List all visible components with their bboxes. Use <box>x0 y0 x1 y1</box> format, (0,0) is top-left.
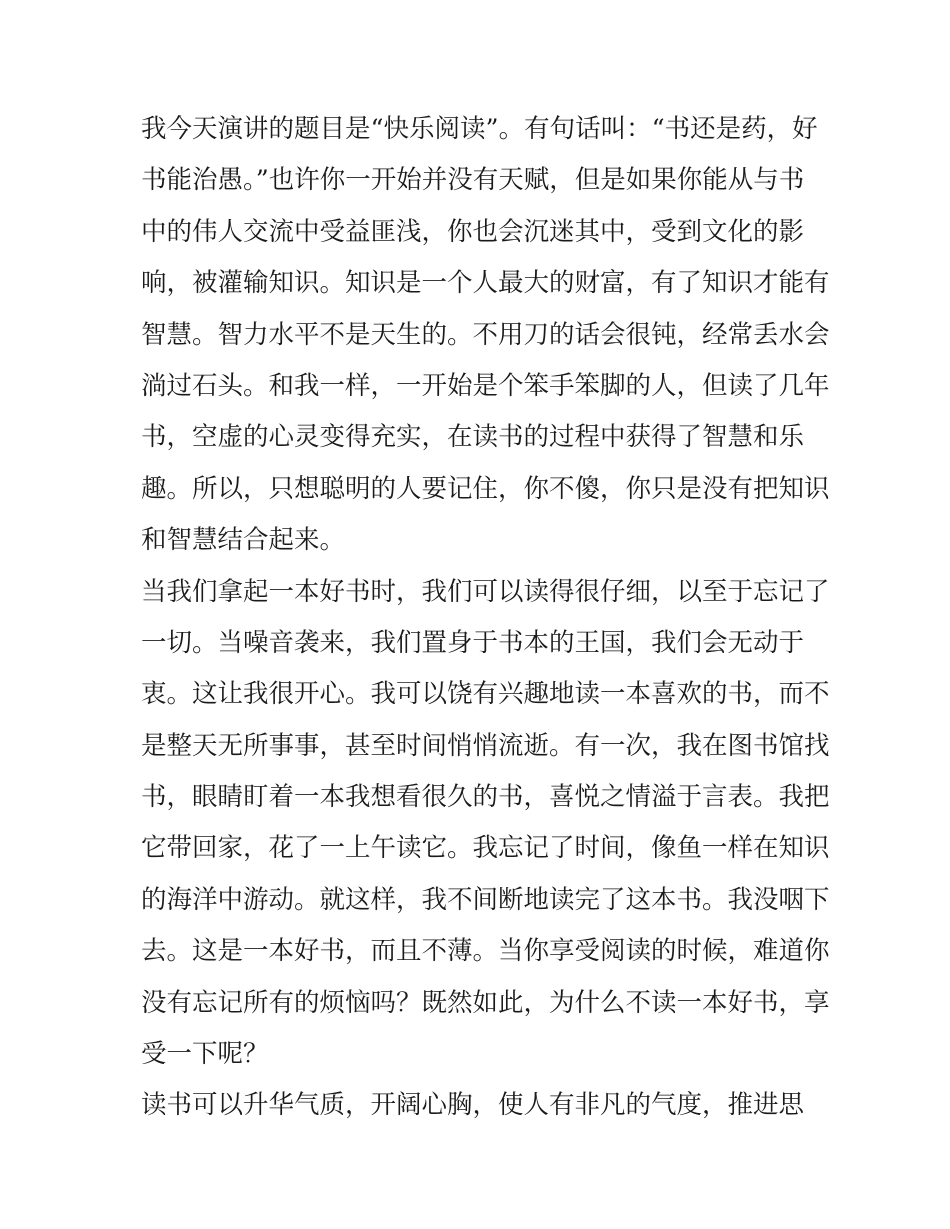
text-line: 它带回家，花了一上午读它。我忘记了时间，像鱼一样在知识 <box>141 833 830 864</box>
text-line: 当我们拿起一本好书时，我们可以读得很仔细，以至于忘记了 <box>141 576 830 607</box>
text-line: 淌过石头。和我一样，一开始是个笨手笨脚的人，但读了几年 <box>141 370 830 401</box>
text-line: 中的伟人交流中受益匪浅，你也会沉迷其中，受到文化的影 <box>141 216 805 247</box>
text-line: 响，被灌输知识。知识是一个人最大的财富，有了知识才能有 <box>141 268 830 299</box>
paragraph-1 <box>141 104 830 567</box>
text-line: 没有忘记所有的烦恼吗？既然如此，为什么不读一本好书，享 <box>141 987 830 1018</box>
text-line: 书，眼睛盯着一本我想看很久的书，喜悦之情溢于言表。我把 <box>141 782 830 813</box>
text-line: 书能治愚。”也许你一开始并没有天赋，但是如果你能从与书 <box>141 165 805 196</box>
text-line: 一切。当噪音袭来，我们置身于书本的王国，我们会无动于 <box>141 627 805 658</box>
paragraph-3 <box>141 1080 813 1131</box>
text-line: 受一下呢？ <box>141 1039 269 1070</box>
text-line: 的海洋中游动。就这样，我不间断地读完了这本书。我没咽下 <box>141 884 830 915</box>
text-line: 和智慧结合起来。 <box>141 525 346 556</box>
text-line: 是整天无所事事，甚至时间悄悄流逝。有一次，我在图书馆找 <box>141 730 830 761</box>
text-line: 去。这是一本好书，而且不薄。当你享受阅读的时候，难道你 <box>141 936 830 967</box>
text-line: 智慧。智力水平不是天生的。不用刀的话会很钝，经常丢水会 <box>141 319 830 350</box>
paragraph-2 <box>141 567 830 1081</box>
text-line: 读书可以升华气质，开阔心胸，使人有非凡的气度，推进思 <box>141 1090 805 1121</box>
text-line: 我今天演讲的题目是“快乐阅读”。有句话叫：“书还是药，好 <box>141 114 818 144</box>
text-line: 书，空虚的心灵变得充实，在读书的过程中获得了智慧和乐 <box>141 422 805 453</box>
text-line: 趣。所以，只想聪明的人要记住，你不傻，你只是没有把知识 <box>141 473 830 504</box>
text-line: 衷。这让我很开心。我可以饶有兴趣地读一本喜欢的书，而不 <box>141 679 830 710</box>
document-body <box>141 104 830 1132</box>
